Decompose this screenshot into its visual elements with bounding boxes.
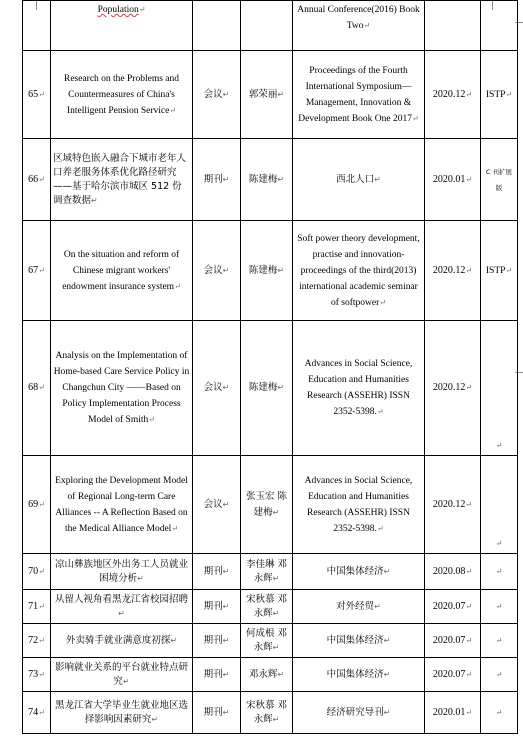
publication-type: 会议 ↵ bbox=[193, 456, 241, 554]
venue: Annual Conference(2016) Book Two ↵ bbox=[293, 1, 425, 51]
venue: Soft power theory development, practise and innovation-proceedings of the third(2013) international academic seminar of softpower ↵ bbox=[293, 221, 425, 321]
publication-type: 会议 ↵ bbox=[193, 221, 241, 321]
paper-title: Population ↵ bbox=[51, 1, 193, 51]
publish-date: 2020.12 ↵ bbox=[425, 456, 481, 554]
paper-title: 黑龙江省大学毕业生就业地区选择影响因素研究 ↵ bbox=[51, 692, 193, 734]
paper-title: 区域特色嵌入融合下城市老年人口养老服务体系优化路径研究——基于哈尔滨市城区 512 份调查数据 ↵ bbox=[51, 139, 193, 221]
publication-table bbox=[22, 0, 518, 734]
venue: 经济研究导刊 ↵ bbox=[293, 692, 425, 734]
venue: 中国集体经济 ↵ bbox=[293, 554, 425, 590]
index-category bbox=[481, 590, 518, 624]
table-row bbox=[23, 658, 518, 692]
publish-date: 2020.12 ↵ bbox=[425, 221, 481, 321]
row-number: 67 ↵ bbox=[23, 221, 51, 321]
row-number: 72 ↵ bbox=[23, 624, 51, 658]
publish-date: 2020.07 ↵ bbox=[425, 590, 481, 624]
index-category bbox=[481, 456, 518, 554]
venue: 中国集体经济 ↵ bbox=[293, 624, 425, 658]
publication-type: 会议 ↵ bbox=[193, 321, 241, 456]
row-number: 74 ↵ bbox=[23, 692, 51, 734]
paper-title: 从留人视角看黑龙江省校园招聘 ↵ bbox=[51, 590, 193, 624]
author: 陈建梅 ↵ bbox=[241, 321, 293, 456]
index-category bbox=[481, 624, 518, 658]
venue: 对外经贸 ↵ bbox=[293, 590, 425, 624]
paper-title: Analysis on the Implementation of Home-based Care Service Policy in Changchun City ——Based on Policy Implementation Process Model of Smith ↵ bbox=[51, 321, 193, 456]
table-row bbox=[23, 221, 518, 321]
publish-date: 2020.01 ↵ bbox=[425, 692, 481, 734]
venue: Advances in Social Science, Education and Humanities Research (ASSEHR) ISSN 2352-5398. ↵ bbox=[293, 321, 425, 456]
table-row bbox=[23, 139, 518, 221]
row-number: 68 ↵ bbox=[23, 321, 51, 456]
table-row bbox=[23, 321, 518, 456]
index-category bbox=[481, 692, 518, 734]
paper-title: On the situation and reform of Chinese migrant workers' endowment insurance system ↵ bbox=[51, 221, 193, 321]
venue: 西北人口 ↵ bbox=[293, 139, 425, 221]
publication-type: 会议 ↵ bbox=[193, 51, 241, 139]
publication-type: 期刊 ↵ bbox=[193, 590, 241, 624]
publication-type: 期刊 ↵ bbox=[193, 624, 241, 658]
paper-title: Research on the Problems and Countermeasures of China's Intelligent Pension Service ↵ bbox=[51, 51, 193, 139]
table-row bbox=[23, 456, 518, 554]
index-category bbox=[481, 1, 518, 51]
author: 陈建梅 ↵ bbox=[241, 139, 293, 221]
venue: 中国集体经济 ↵ bbox=[293, 658, 425, 692]
author: 何成根 邓永辉 ↵ bbox=[241, 624, 293, 658]
table-row bbox=[23, 554, 518, 590]
publication-type: 期刊 ↵ bbox=[193, 554, 241, 590]
paper-title: Exploring the Development Model of Regional Long-term Care Alliances -- A Reflection Based on the Medical Alliance Model ↵ bbox=[51, 456, 193, 554]
author: 宋秋慕 邓永辉 ↵ bbox=[241, 692, 293, 734]
publish-date: 2020.12 ↵ bbox=[425, 51, 481, 139]
author: 李佳琳 邓永辉 ↵ bbox=[241, 554, 293, 590]
paper-title: 影响就业关系的平台就业特点研究 ↵ bbox=[51, 658, 193, 692]
publication-type: 期刊 ↵ bbox=[193, 692, 241, 734]
table-row bbox=[23, 590, 518, 624]
table-row bbox=[23, 624, 518, 658]
publication-type bbox=[193, 1, 241, 51]
row-number: 73 ↵ bbox=[23, 658, 51, 692]
publish-date: 2020.01 ↵ bbox=[425, 139, 481, 221]
row-number: 69 ↵ bbox=[23, 456, 51, 554]
author bbox=[241, 1, 293, 51]
publication-type: 期刊 ↵ bbox=[193, 139, 241, 221]
author: 陈建梅 ↵ bbox=[241, 221, 293, 321]
index-category: C 刊扩展版 bbox=[481, 139, 518, 221]
table-row bbox=[23, 692, 518, 734]
author: 邓永辉 ↵ bbox=[241, 658, 293, 692]
index-category bbox=[481, 321, 518, 456]
paper-title: 凉山彝族地区外出务工人员就业困境分析 ↵ bbox=[51, 554, 193, 590]
publish-date bbox=[425, 1, 481, 51]
row-number: 66 ↵ bbox=[23, 139, 51, 221]
publish-date: 2020.12 ↵ bbox=[425, 321, 481, 456]
table-row bbox=[23, 1, 518, 51]
index-category bbox=[481, 658, 518, 692]
paper-title: 外卖骑手就业满意度初探 ↵ bbox=[51, 624, 193, 658]
author: 宋秋慕 邓永辉 ↵ bbox=[241, 590, 293, 624]
venue: Advances in Social Science, Education and Humanities Research (ASSEHR) ISSN 2352-5398. ↵ bbox=[293, 456, 425, 554]
table-row bbox=[23, 51, 518, 139]
row-number: 65 ↵ bbox=[23, 51, 51, 139]
publish-date: 2020.07 ↵ bbox=[425, 624, 481, 658]
author: 郭荣丽 ↵ bbox=[241, 51, 293, 139]
index-category: ISTP ↵ bbox=[481, 221, 518, 321]
author: 张玉宏 陈建梅 ↵ bbox=[241, 456, 293, 554]
row-number: 71 ↵ bbox=[23, 590, 51, 624]
venue: Proceedings of the Fourth International Symposium—Management, Innovation & Development Book One 2017 ↵ bbox=[293, 51, 425, 139]
row-number bbox=[23, 1, 51, 51]
index-category bbox=[481, 554, 518, 590]
index-category: ISTP ↵ bbox=[481, 51, 518, 139]
publish-date: 2020.08 ↵ bbox=[425, 554, 481, 590]
row-number: 70 ↵ bbox=[23, 554, 51, 590]
publish-date: 2020.07 ↵ bbox=[425, 658, 481, 692]
publication-type: 期刊 ↵ bbox=[193, 658, 241, 692]
